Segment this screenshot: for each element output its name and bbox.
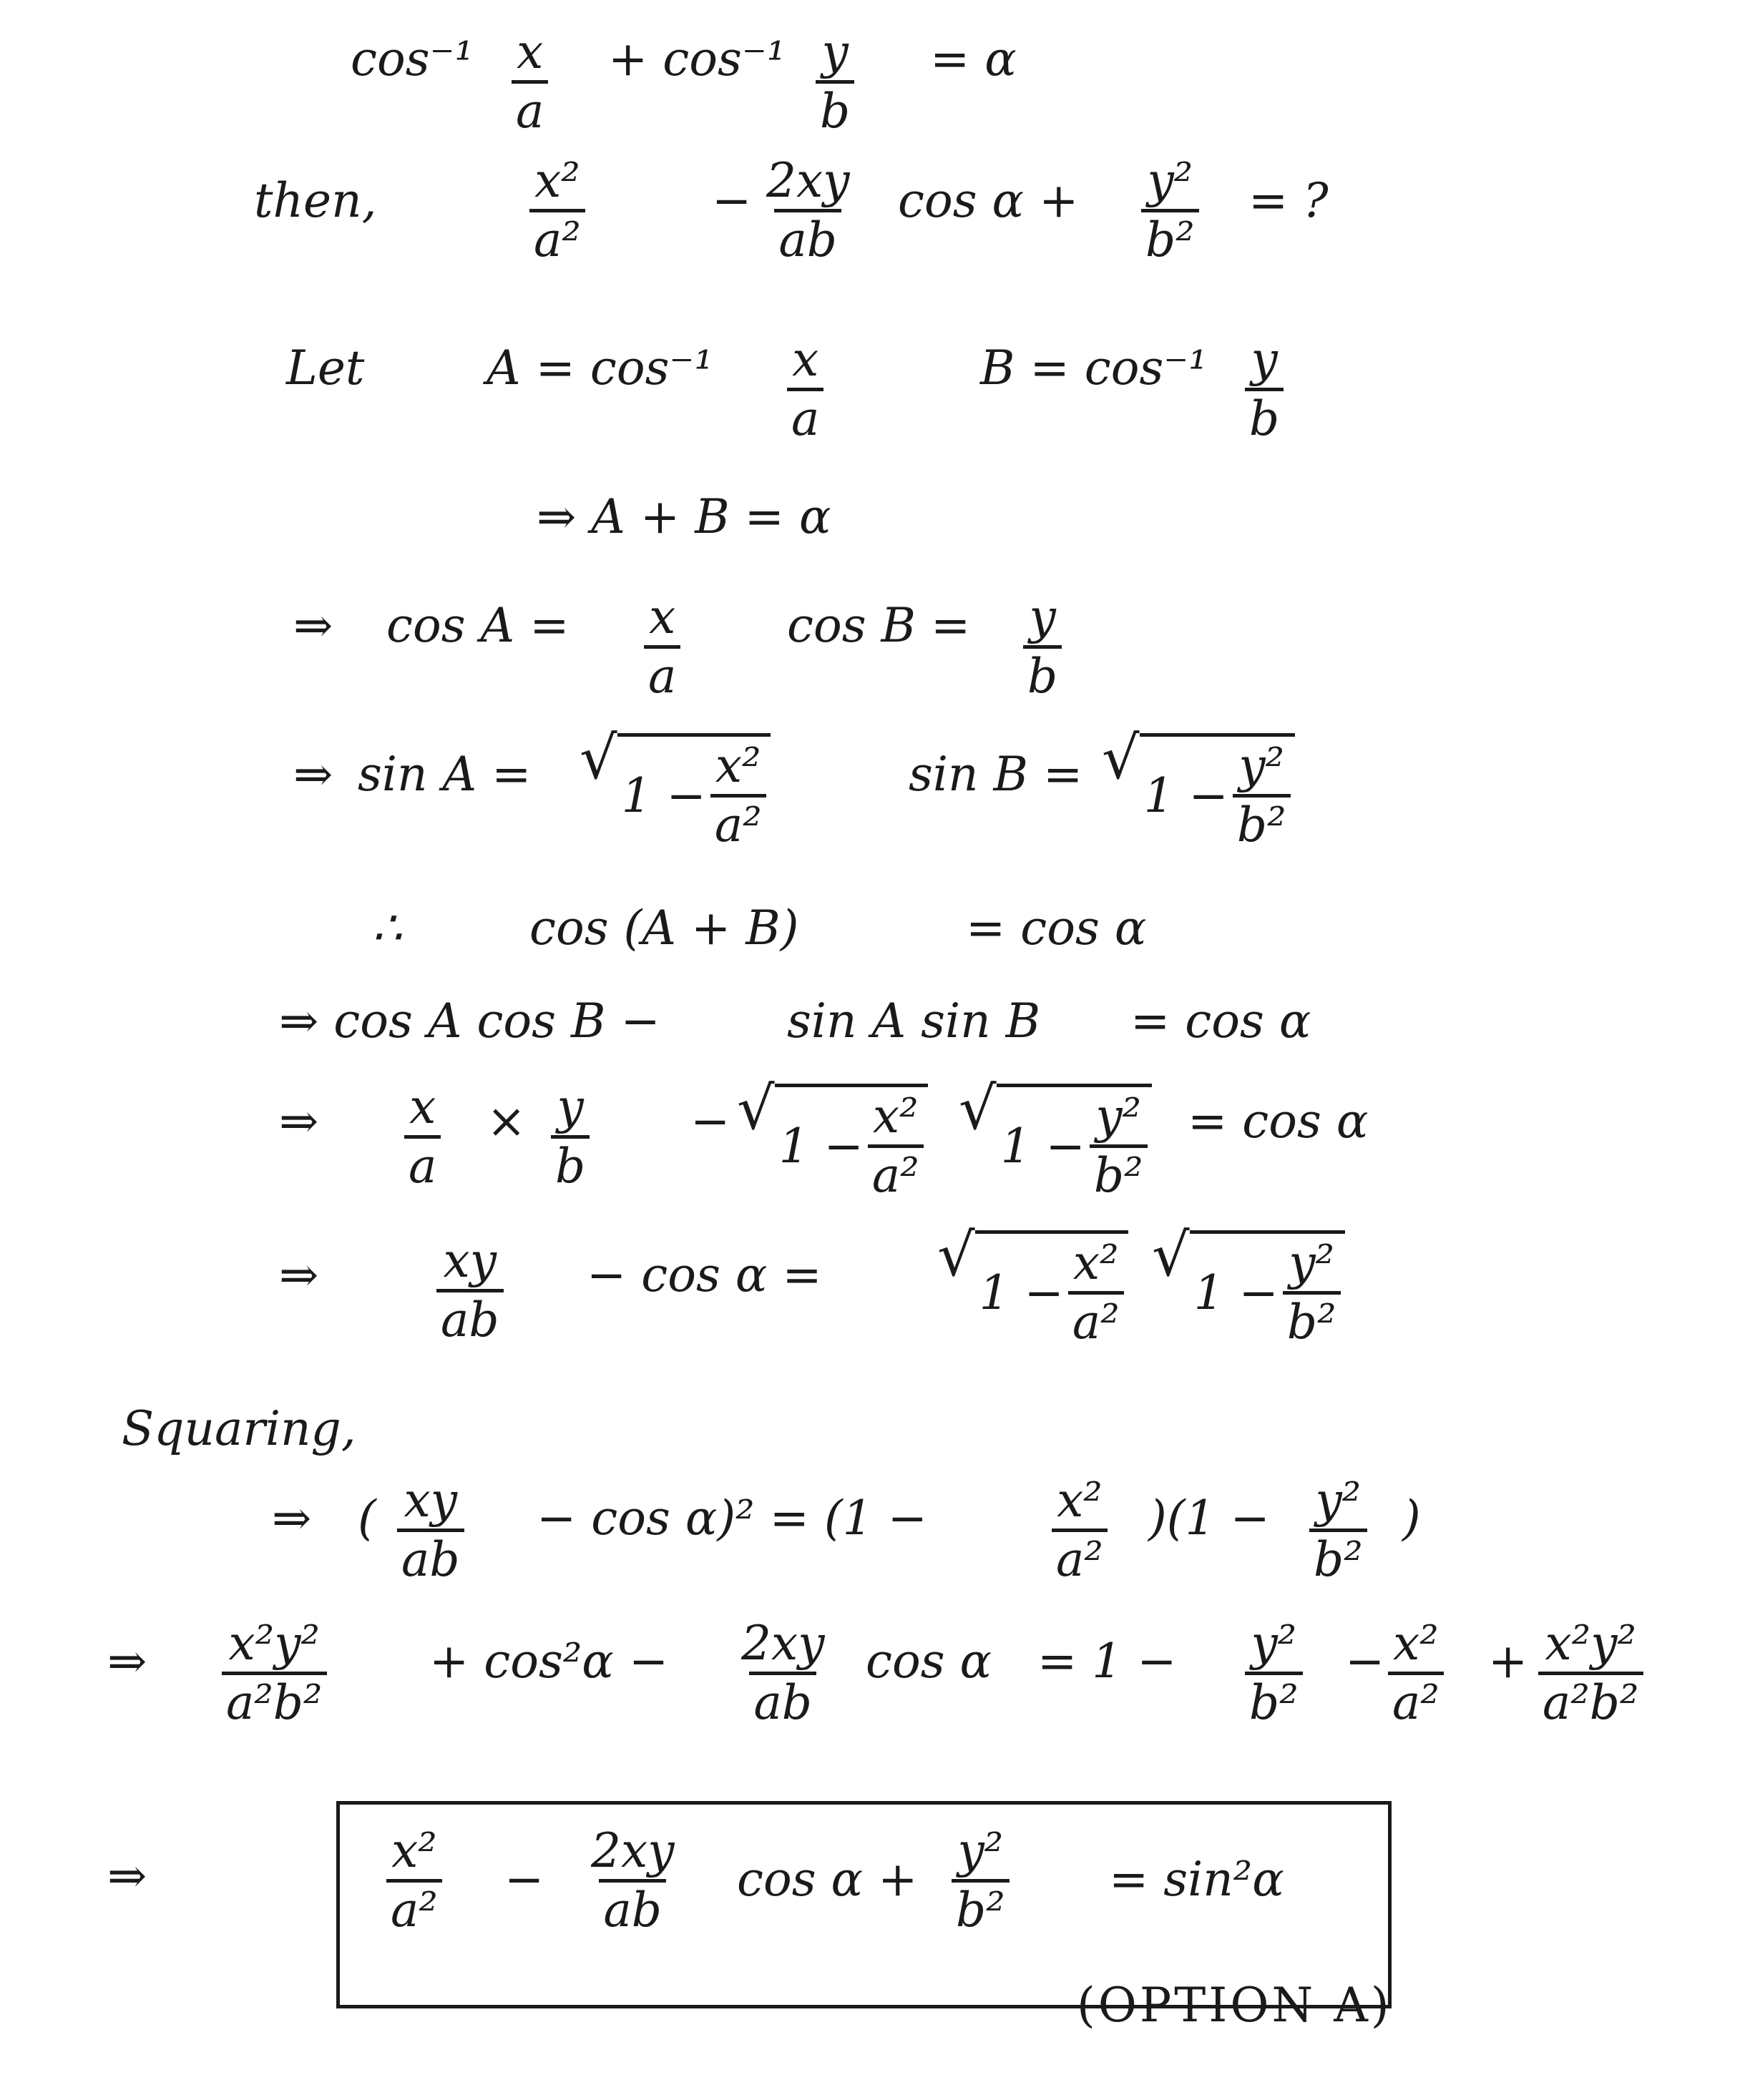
- fraction-x2y2-over-a2b2: [222, 1616, 327, 1730]
- numerator: xy: [404, 1473, 458, 1528]
- question-line: [254, 153, 1399, 268]
- denominator: ab: [436, 1289, 504, 1344]
- implies: ⇒: [272, 1491, 312, 1546]
- minus-sign: −: [712, 173, 752, 228]
- denominator: a²: [1068, 1291, 1124, 1346]
- sinA-label: sin A =: [358, 747, 532, 802]
- denominator: b²: [952, 1879, 1010, 1934]
- numerator: x²: [872, 1089, 919, 1144]
- minus-sign: −: [1345, 1634, 1385, 1689]
- sqrt-1-minus-y2-b2: [959, 1074, 1152, 1203]
- numerator: y²: [1095, 1089, 1142, 1144]
- expanded-squared-line: [107, 1613, 1731, 1749]
- denominator: ab: [599, 1879, 666, 1934]
- sinA-sinB: sin A sin B: [787, 993, 1041, 1049]
- radical-sign: √: [937, 1221, 975, 1290]
- squared-line: [272, 1473, 1488, 1595]
- fraction-y2-over-b2: [1245, 1616, 1303, 1730]
- denominator: b: [551, 1135, 590, 1190]
- denominator: b: [1023, 645, 1062, 700]
- close-paren: ): [1402, 1491, 1421, 1546]
- let-label: Let: [286, 340, 365, 396]
- denominator: b²: [1090, 1144, 1148, 1199]
- numerator: y²: [1238, 738, 1285, 793]
- fraction-x2y2-over-a2b2-right: [1538, 1616, 1643, 1730]
- equals-one-minus: = 1 −: [1037, 1634, 1177, 1689]
- fraction-x2-over-a2: [1052, 1473, 1108, 1587]
- equals-alpha: = α: [930, 31, 1017, 87]
- one-minus: 1 −: [621, 767, 706, 823]
- one-minus: 1 −: [1193, 1265, 1279, 1320]
- implies-final: ⇒: [107, 1848, 147, 1903]
- denominator: a²: [386, 1879, 442, 1934]
- implies: ⇒: [293, 598, 333, 653]
- fraction-x-over-a: [644, 589, 680, 704]
- numerator: y²: [957, 1823, 1004, 1878]
- denominator: b²: [1309, 1529, 1367, 1584]
- radical-sign: √: [1102, 724, 1140, 793]
- given-equation: [351, 24, 1138, 139]
- numerator: x: [649, 589, 676, 644]
- numerator: x²: [1057, 1473, 1103, 1528]
- substitution-line: [279, 1074, 1495, 1203]
- equals-sin-squared: = sin²α: [1109, 1852, 1284, 1907]
- radical-sign: √: [1152, 1221, 1190, 1290]
- fraction-x2-over-a2: [1388, 1616, 1444, 1730]
- implies: ⇒: [279, 1247, 319, 1302]
- sqrt-1-minus-x2-a2: [737, 1074, 928, 1203]
- cos-alpha-plus: cos α +: [737, 1852, 918, 1907]
- numerator: x: [409, 1079, 436, 1134]
- then-label: then,: [254, 173, 377, 228]
- minus-sign: −: [690, 1094, 730, 1149]
- fraction-x2-over-a2: [386, 1823, 442, 1938]
- sum-line: ⇒ A + B = α: [537, 489, 831, 544]
- fraction-2xy-over-ab: [737, 1616, 829, 1730]
- fraction-y-over-b: [1245, 332, 1284, 446]
- fraction-y2-over-b2: [1233, 738, 1291, 853]
- denominator: a²: [710, 794, 766, 849]
- fraction-x-over-a: [787, 332, 823, 446]
- times-sign: ×: [487, 1094, 527, 1149]
- numerator: x²: [534, 153, 580, 208]
- cosB-label: cos B =: [787, 598, 971, 653]
- numerator: x²: [1072, 1235, 1119, 1290]
- denominator: b²: [1283, 1291, 1341, 1346]
- denominator: a: [644, 645, 680, 700]
- denominator: a²b²: [1538, 1672, 1643, 1727]
- denominator: a²: [529, 209, 585, 264]
- squaring-label: Squaring,: [122, 1401, 356, 1456]
- numerator: y: [821, 24, 849, 79]
- fraction-x-over-a: [512, 24, 548, 139]
- minus-cos-alpha-equals: − cos α =: [587, 1247, 822, 1302]
- numerator: y²: [1251, 1616, 1297, 1671]
- fraction-2xy-over-ab: [587, 1823, 679, 1938]
- denominator: a²: [1052, 1529, 1108, 1584]
- cosA-label: cos A =: [386, 598, 570, 653]
- middle-factor: )(1 −: [1148, 1491, 1270, 1546]
- sqrt-1-minus-x2-a2: [937, 1221, 1128, 1350]
- equals-cos-alpha: = cos α: [1188, 1094, 1369, 1149]
- denominator: b: [816, 80, 854, 135]
- one-minus: 1 −: [1143, 767, 1228, 823]
- sinB-label: sin B =: [909, 747, 1083, 802]
- one-minus: 1 −: [979, 1265, 1064, 1320]
- fraction-y-over-b: [1023, 589, 1062, 704]
- denominator: a²: [1388, 1672, 1444, 1727]
- let-definitions: [286, 332, 1359, 446]
- cosA-cosB-minus: ⇒ cos A cos B −: [279, 993, 660, 1049]
- numerator: x²: [1393, 1616, 1439, 1671]
- denominator: ab: [774, 209, 841, 264]
- implies: ⇒: [293, 747, 333, 802]
- plus-cos-squared-minus: + cos²α −: [429, 1634, 669, 1689]
- numerator: x²y²: [1545, 1616, 1636, 1671]
- denominator: a²: [868, 1144, 924, 1199]
- radical-sign: √: [580, 724, 617, 793]
- denominator: a²b²: [222, 1672, 327, 1727]
- fraction-y2-over-b2: [1141, 153, 1199, 268]
- denominator: b: [1245, 388, 1284, 443]
- fraction-y-over-b: [551, 1079, 590, 1194]
- radical-sign: √: [959, 1074, 997, 1143]
- numerator: 2xy: [741, 1616, 825, 1671]
- radical-sign: √: [737, 1074, 775, 1143]
- denominator: b²: [1233, 794, 1291, 849]
- fraction-y2-over-b2: [952, 1823, 1010, 1938]
- fraction-2xy-over-ab: [762, 153, 854, 268]
- numerator: x²y²: [228, 1616, 320, 1671]
- define-A: A = cos⁻¹: [487, 340, 713, 396]
- therefore-symbol: ∴: [372, 901, 402, 956]
- implies: ⇒: [279, 1094, 319, 1149]
- term-cos-inv: cos⁻¹: [351, 31, 474, 87]
- fraction-y2-over-b2: [1309, 1473, 1367, 1587]
- denominator: ab: [397, 1529, 464, 1584]
- open-paren: (: [358, 1491, 376, 1546]
- fraction-x-over-a: [404, 1079, 441, 1194]
- denominator: b²: [1141, 209, 1199, 264]
- minus-cos-squared-equals: − cos α)² = (1 −: [537, 1491, 927, 1546]
- fraction-y2-over-b2: [1283, 1235, 1341, 1350]
- implies: ⇒: [107, 1634, 147, 1689]
- fraction-x2-over-a2: [529, 153, 585, 268]
- option-label: (OPTION A): [1077, 1978, 1392, 2033]
- sqrt-1-minus-x2-a2: [580, 724, 771, 853]
- sqrt-1-minus-y2-b2: [1102, 724, 1295, 853]
- fraction-y2-over-b2: [1090, 1089, 1148, 1203]
- one-minus: 1 −: [1000, 1118, 1085, 1174]
- cos-A-plus-B: cos (A + B): [529, 901, 799, 956]
- one-minus: 1 −: [778, 1118, 864, 1174]
- numerator: 2xy: [591, 1823, 675, 1878]
- define-B: B = cos⁻¹: [980, 340, 1208, 396]
- sqrt-1-minus-y2-b2: [1152, 1221, 1345, 1350]
- fraction-xy-over-ab: [436, 1233, 504, 1348]
- sin-values: [293, 724, 1367, 853]
- numerator: 2xy: [766, 153, 850, 208]
- term-plus-cos-inv: + cos⁻¹: [608, 31, 786, 87]
- numerator: x: [517, 24, 544, 79]
- cos-alpha: cos α: [866, 1634, 992, 1689]
- cos-sum-line: [372, 901, 1231, 969]
- denominator: a: [787, 388, 823, 443]
- numerator: y: [1029, 589, 1056, 644]
- fraction-x2-over-a2: [1068, 1235, 1124, 1350]
- expansion-line: [279, 993, 1424, 1062]
- equals-question: = ?: [1248, 173, 1329, 228]
- denominator: b²: [1245, 1672, 1303, 1727]
- numerator: y²: [1315, 1473, 1362, 1528]
- equals-cos-alpha: = cos α: [966, 901, 1147, 956]
- numerator: y: [1251, 332, 1278, 387]
- numerator: x: [792, 332, 819, 387]
- cos-values: [293, 589, 1223, 704]
- fraction-x2-over-a2: [710, 738, 766, 853]
- plus-sign: +: [1488, 1634, 1528, 1689]
- numerator: y²: [1147, 153, 1193, 208]
- numerator: y: [557, 1079, 584, 1134]
- fraction-xy-over-ab: [397, 1473, 464, 1587]
- final-equation: [372, 1823, 1374, 1971]
- cos-alpha-plus: cos α +: [898, 173, 1079, 228]
- rearranged-line: [279, 1221, 1495, 1359]
- fraction-y-over-b: [816, 24, 854, 139]
- numerator: x²: [715, 738, 761, 793]
- numerator: y²: [1289, 1235, 1335, 1290]
- fraction-x2-over-a2: [868, 1089, 924, 1203]
- denominator: ab: [749, 1672, 816, 1727]
- denominator: a: [404, 1135, 441, 1190]
- numerator: x²: [391, 1823, 437, 1878]
- equals-cos-alpha: = cos α: [1130, 993, 1311, 1049]
- numerator: xy: [443, 1233, 497, 1288]
- denominator: a: [512, 80, 548, 135]
- minus-sign: −: [504, 1852, 544, 1907]
